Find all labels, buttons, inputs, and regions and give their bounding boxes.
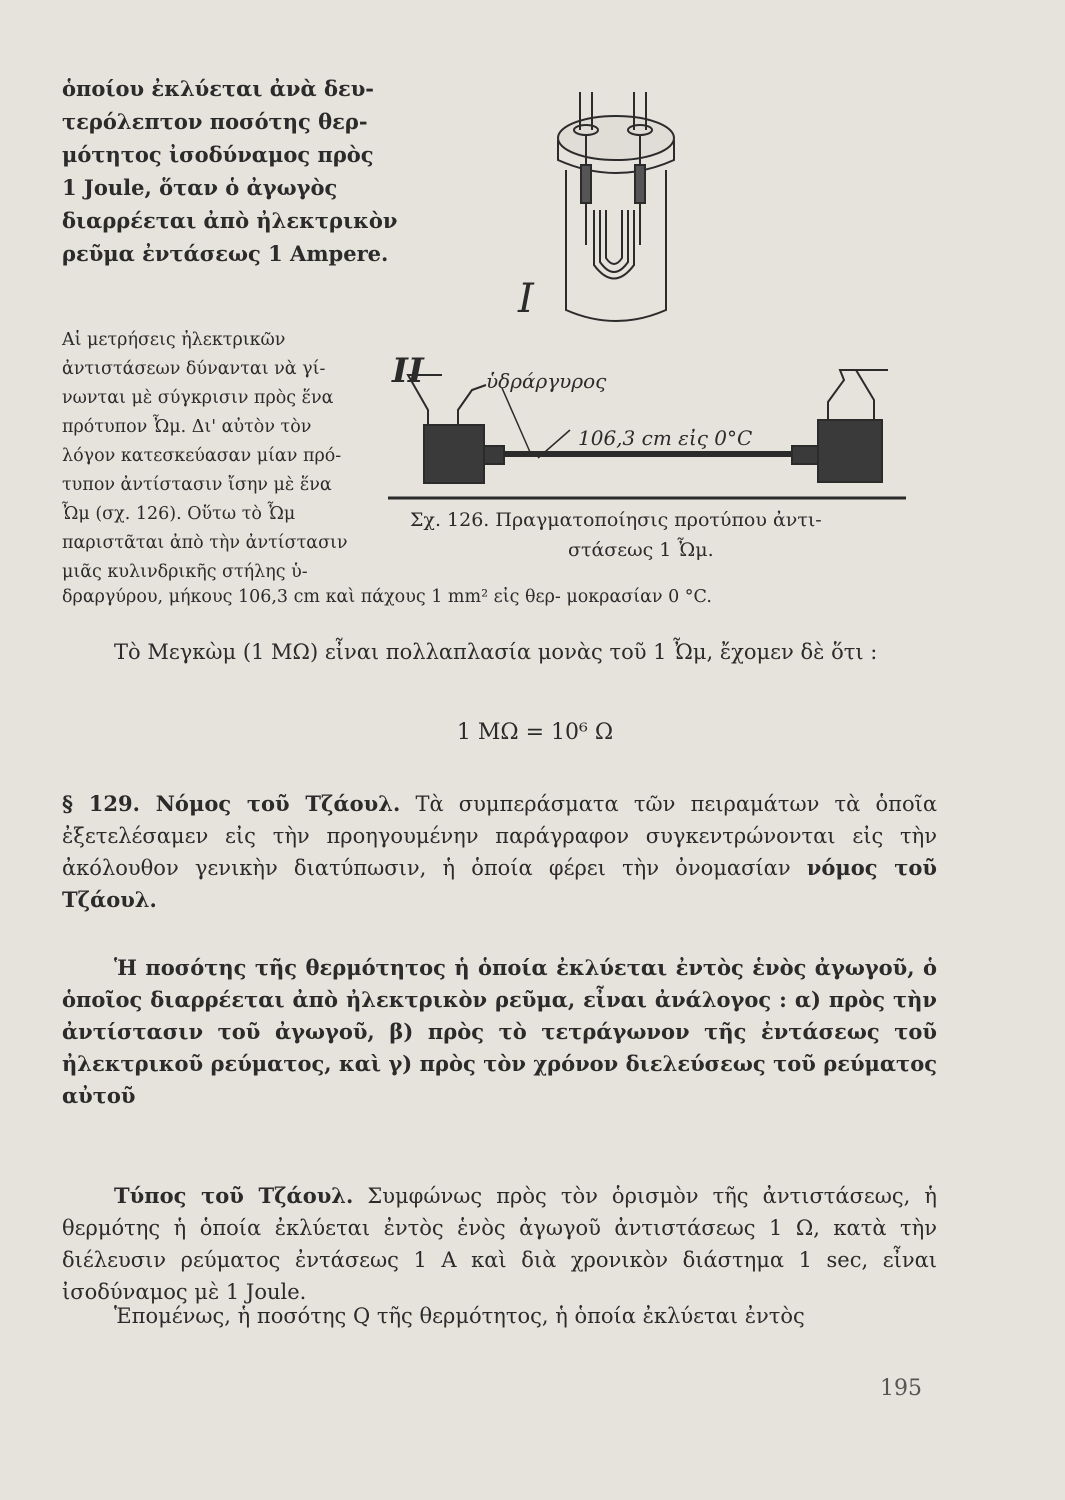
figure-caption: [410, 505, 910, 565]
measurement-line: τυπον ἀντίστασιν ἴσην μὲ ἕνα: [62, 475, 332, 495]
label-one: I: [518, 276, 534, 322]
intro-paragraph: [62, 72, 398, 270]
joule-law-statement: Ἡ ποσότης τῆς θερμότητος ἡ ὁποία ἐκλύεται ἐντὸς ἑνὸς ἀγωγοῦ, ὁ ὁποῖος διαρρέεται ἀπὸ ἠλεκτρικὸν ρεῦμα, εἶναι ἀνάλογος : α) πρὸς τὴν ἀντίστασιν τοῦ ἀγωγοῦ, β) πρὸς τὸ τετράγωνον τῆς ἐντάσεως τοῦ ἠλεκτρικοῦ ρεύματος, καὶ γ) πρὸς τὸν χρόνον διελεύσεως τοῦ ρεύματος αὐτοῦ: [62, 955, 937, 1108]
measurement-tail: δραργύρου, μήκους 106,3 cm καὶ πάχους 1 mm² εἰς θερ- μοκρασίαν 0 °C.: [62, 587, 712, 607]
measurement-line: παριστᾶται ἀπὸ τὴν ἀντίστασιν: [62, 533, 348, 553]
length-label: 106,3 cm εἰς 0°C: [578, 426, 753, 450]
intro-line: ρεῦμα ἐντάσεως 1 Ampere.: [62, 241, 389, 266]
section-heading: § 129. Νόμος τοῦ Τζάουλ.: [62, 791, 401, 816]
measurement-line: ἀντιστάσεων δύνανται νὰ γί-: [62, 359, 326, 379]
intro-line: μότητος ἰσοδύναμος πρὸς: [62, 142, 374, 167]
intro-line: 1 Joule, ὅταν ὁ ἀγωγὸς: [62, 175, 338, 200]
caption-line: στάσεως 1 Ὦμ.: [568, 539, 714, 561]
measurement-paragraph: [62, 326, 382, 587]
label-two: II: [392, 351, 424, 391]
section-129-paragraph: [62, 788, 937, 916]
law-name: νόμος τοῦ Τζάουλ.: [62, 855, 937, 912]
megohm-paragraph: Τὸ Μεγκὼμ (1 ΜΩ) εἶναι πολλαπλασία μονὰς τοῦ 1 Ὦμ, ἔχομεν δὲ ὅτι :: [114, 640, 878, 664]
intro-line: ὁποίου ἐκλύεται ἀνὰ δευ-: [62, 76, 375, 101]
formula-text: Συμφώνως πρὸς τὸν ὁρισμὸν τῆς ἀντιστάσεως, ἡ θερμότης ἡ ὁποία ἐκλύεται ἐντὸς ἑνὸς ἀγωγοῦ ἀντιστάσεως 1 Ω, κατὰ τὴν διέλευσιν ρεύματος ἐντάσεως 1 A καὶ διὰ χρονικὸν διάστημα 1 sec, εἶναι ἰσοδύναμος μὲ 1 Joule.: [62, 1184, 937, 1304]
megohm-equation: 1 ΜΩ = 10⁶ Ω: [456, 720, 614, 745]
measurement-line: λόγον κατεσκεύασαν μίαν πρό-: [62, 446, 342, 466]
measurement-line: νωνται μὲ σύγκρισιν πρὸς ἕνα: [62, 388, 334, 408]
section-text: Τὰ συμπεράσματα τῶν πειραμάτων τὰ ὁποῖα ἐξετελέσαμεν εἰς τὴν προηγουμένην παράγραφον συγκεντρώνονται εἰς τὴν ἀκόλουθον γενικὴν διατύπωσιν, ἡ ὁποία φέρει τὴν ὀνομασίαν: [62, 792, 938, 880]
standard-ohm-illustration: [388, 70, 908, 520]
consequently-paragraph: Ἑπομένως, ἡ ποσότης Q τῆς θερμότητος, ἡ ὁποία ἐκλύεται ἐντὸς: [114, 1304, 805, 1328]
formula-paragraph: [62, 1180, 937, 1308]
vessel-one: [558, 92, 674, 321]
intro-line: διαρρέεται ἀπὸ ἠλεκτρικὸν: [62, 208, 398, 233]
measurement-line: μιᾶς κυλινδρικῆς στήλης ὑ-: [62, 562, 308, 582]
measurement-line: Αἱ μετρήσεις ἠλεκτρικῶν: [62, 330, 286, 350]
mercury-label: ὑδράργυρος: [486, 369, 607, 393]
formula-heading: Τύπος τοῦ Τζάουλ.: [114, 1183, 354, 1208]
figure-126: [388, 70, 908, 520]
page-number: 195: [880, 1376, 922, 1401]
measurement-line: πρότυπον Ὦμ. Δι' αὐτὸν τὸν: [62, 417, 312, 437]
measurement-line: Ὦμ (σχ. 126). Οὕτω τὸ Ὦμ: [62, 504, 296, 524]
intro-line: τερόλεπτον ποσότης θερ-: [62, 109, 368, 134]
caption-line: Σχ. 126. Πραγματοποίησις προτύπου ἀντι-: [410, 509, 822, 531]
